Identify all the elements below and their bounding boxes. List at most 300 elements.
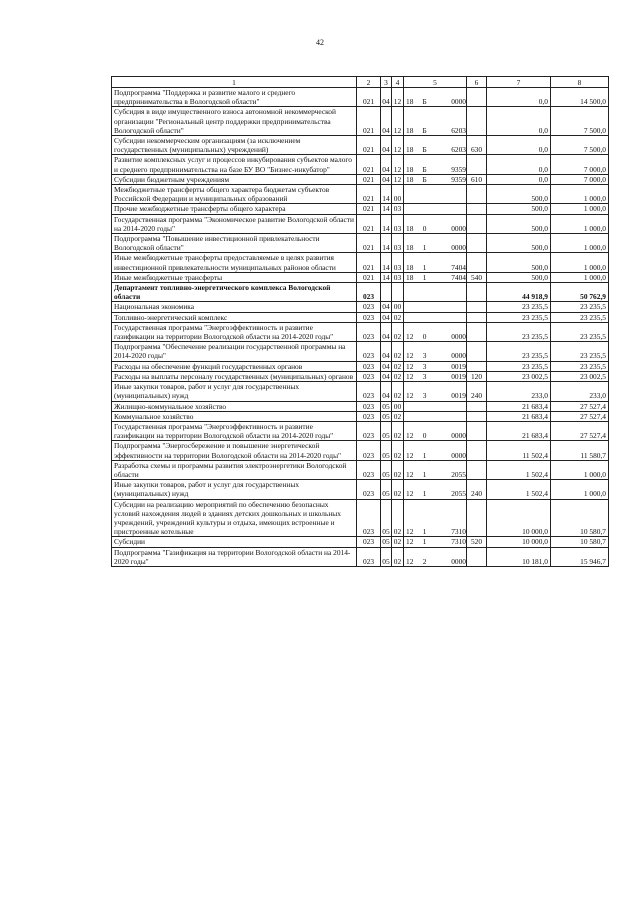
row-amount-2015: 10 181,0: [487, 547, 551, 566]
row-expense-type: [467, 342, 487, 361]
row-ministry-code: 023: [357, 480, 381, 499]
table-row: [112, 480, 609, 499]
row-target-direction: 7404: [451, 262, 466, 272]
row-target-program: 18: [406, 125, 414, 135]
row-target-code: [404, 155, 467, 174]
row-name: Межбюджетные трансферты общего характера бюджетам субъектов Российской Федерации и муниципальных образований: [112, 185, 357, 204]
row-ministry-code: 023: [357, 411, 381, 421]
row-expense-type: 540: [467, 272, 487, 282]
row-expense-type: [467, 185, 487, 204]
table-row: [112, 421, 609, 440]
row-target-subprogram: Б: [422, 145, 427, 155]
budget-table: [111, 76, 609, 567]
table-row: [112, 234, 609, 253]
row-section-code: 05: [381, 547, 392, 566]
row-target-code: [404, 185, 467, 204]
row-target-group: [433, 470, 439, 479]
row-subsection-code: 02: [392, 421, 404, 440]
row-ministry-code: 021: [357, 253, 381, 272]
row-target-code: [404, 441, 467, 460]
row-amount-2016: 1 000,0: [551, 214, 609, 233]
row-amount-2016: 7 500,0: [551, 107, 609, 136]
row-target-direction: 0000: [451, 351, 466, 361]
row-target-program: 12: [406, 450, 414, 460]
row-target-group: [433, 372, 439, 381]
table-row: [112, 411, 609, 421]
row-target-subprogram: 1: [422, 450, 427, 460]
row-subsection-code: 03: [392, 214, 404, 233]
row-amount-2015: 21 683,4: [487, 401, 551, 411]
row-target-direction: 0019: [451, 391, 466, 401]
row-amount-2016: 23 235,5: [551, 302, 609, 312]
row-target-direction: 6203: [451, 125, 466, 135]
row-section-code: 04: [381, 88, 392, 107]
row-ministry-code: 021: [357, 88, 381, 107]
row-expense-type: [467, 312, 487, 322]
row-expense-type: [467, 234, 487, 253]
row-ministry-code: 023: [357, 371, 381, 381]
row-subsection-code: 02: [392, 411, 404, 421]
row-expense-type: [467, 107, 487, 136]
row-amount-2016: 14 500,0: [551, 88, 609, 107]
row-subsection-code: 12: [392, 107, 404, 136]
header-cell: 8: [551, 77, 609, 88]
row-target-subprogram: 1: [422, 243, 427, 253]
row-target-program: 12: [406, 391, 414, 401]
row-target-code: [404, 401, 467, 411]
row-name: Разработка схемы и программы развития электроэнергетики Вологодской области: [112, 460, 357, 479]
table-body: [112, 77, 609, 567]
row-name: Развитие комплексных услуг и процессов инкубирования субъектов малого и среднего предпринимательства на базе БУ ВО "Бизнес-инкубатор": [112, 155, 357, 174]
row-ministry-code: 023: [357, 322, 381, 341]
row-target-subprogram: 0: [422, 431, 427, 441]
row-target-subprogram: Б: [422, 164, 427, 174]
row-amount-2015: 23 235,5: [487, 322, 551, 341]
row-ministry-code: 023: [357, 499, 381, 537]
row-subsection-code: 12: [392, 136, 404, 155]
row-target-program: 18: [406, 272, 414, 282]
row-name: Субсидии некоммерческим организациям (за исключением государственных (муниципальных) учреждений): [112, 136, 357, 155]
row-name: Субсидии: [112, 537, 357, 547]
row-section-code: 04: [381, 155, 392, 174]
table-row: [112, 88, 609, 107]
row-name: Государственная программа "Энергоэффективность и развитие газификации на территории Вологодской области на 2014-2020 годы": [112, 421, 357, 440]
row-amount-2015: 500,0: [487, 214, 551, 233]
row-target-code: [404, 253, 467, 272]
row-target-code: [404, 107, 467, 136]
row-amount-2016: 7 000,0: [551, 155, 609, 174]
row-target-program: 12: [406, 527, 414, 537]
row-amount-2016: 7 000,0: [551, 174, 609, 184]
table-row: [112, 547, 609, 566]
row-section-code: 14: [381, 185, 392, 204]
row-target-group: [433, 126, 439, 135]
row-target-code: [404, 302, 467, 312]
row-amount-2015: 500,0: [487, 185, 551, 204]
row-section-code: 04: [382, 361, 390, 371]
table-row: [112, 204, 609, 214]
row-section-code: 05: [381, 441, 392, 460]
row-expense-type: [467, 204, 487, 214]
row-name: Иные закупки товаров, работ и услуг для государственных (муниципальных) нужд: [112, 382, 357, 401]
row-target-direction: 0000: [451, 243, 466, 253]
row-name: Подпрограмма "Обеспечение реализации государственной программы на 2014-2020 годы": [112, 342, 357, 361]
table-row: [112, 322, 609, 341]
row-name: Государственная программа "Экономическое развитие Вологодской области на 2014-2020 годы": [112, 214, 357, 233]
row-target-group: [433, 527, 439, 536]
row-target-direction: 0000: [451, 556, 466, 566]
row-section-code: 05: [382, 411, 390, 421]
row-section-code: 04: [381, 322, 392, 341]
row-section-code: 04: [381, 136, 392, 155]
row-target-direction: 0000: [451, 450, 466, 460]
row-name: Государственная программа "Энергоэффективность и развитие газификации на территории Вологодской области на 2014-2020 годы": [112, 322, 357, 341]
row-section-code: 05: [381, 480, 392, 499]
row-amount-2015: 11 502,4: [487, 441, 551, 460]
row-amount-2016: 1 000,0: [551, 272, 609, 282]
row-target-code: [404, 547, 467, 566]
row-name: Департамент топливно-энергетического комплекса Вологодской области: [112, 283, 357, 302]
row-amount-2016: 27 527,4: [551, 401, 609, 411]
row-expense-type: 240: [467, 480, 487, 499]
row-amount-2016: 1 000,0: [551, 185, 609, 204]
row-amount-2016: 23 235,5: [551, 361, 609, 371]
row-target-subprogram: Б: [422, 174, 427, 184]
row-amount-2015: 1 502,4: [487, 460, 551, 479]
row-target-program: 12: [406, 537, 414, 547]
table-row: [112, 253, 609, 272]
row-target-subprogram: 3: [422, 361, 427, 371]
table-row: [112, 460, 609, 479]
row-target-code: [404, 421, 467, 440]
row-target-direction: 7310: [451, 537, 466, 547]
row-subsection-code: 12: [392, 155, 404, 174]
row-subsection-code: 02: [392, 312, 404, 322]
row-subsection-code: 03: [392, 272, 404, 282]
row-subsection-code: 12: [392, 88, 404, 107]
row-target-group: [433, 175, 439, 184]
row-subsection-code: 02: [392, 480, 404, 499]
row-target-group: [433, 489, 439, 498]
row-target-subprogram: 1: [422, 262, 427, 272]
row-target-program: 18: [406, 145, 414, 155]
row-amount-2015: 23 235,5: [487, 342, 551, 361]
row-name: Национальная экономика: [112, 302, 357, 312]
header-cell: 1: [112, 77, 357, 88]
header-cell: 6: [467, 77, 487, 88]
row-target-code: [404, 88, 467, 107]
row-ministry-code: 021: [357, 174, 381, 184]
row-amount-2015: 23 002,5: [487, 371, 551, 381]
row-target-group: [433, 557, 439, 566]
row-expense-type: 120: [467, 371, 487, 381]
row-name: Иные межбюджетные трансферты: [112, 272, 357, 282]
table-row: [112, 283, 609, 302]
row-name: Подпрограмма "Поддержка и развитие малого и среднего предпринимательства в Вологодской области": [112, 88, 357, 107]
row-name: Иные межбюджетные трансферты предоставляемые в целях развития инвестиционной привлекательности муниципальных районов области: [112, 253, 357, 272]
row-subsection-code: 00: [392, 401, 404, 411]
row-subsection-code: 02: [392, 441, 404, 460]
row-target-direction: 7404: [451, 272, 466, 282]
row-target-subprogram: 1: [422, 537, 427, 547]
row-ministry-code: 023: [357, 283, 381, 302]
table-row: [112, 382, 609, 401]
row-target-program: 12: [406, 431, 414, 441]
row-subsection-code: 00: [392, 302, 404, 312]
row-target-code: [404, 342, 467, 361]
row-amount-2016: 27 527,4: [551, 411, 609, 421]
row-name: Прочие межбюджетные трансферты общего характера: [112, 204, 357, 214]
row-target-program: 18: [406, 174, 414, 184]
row-section-code: 05: [381, 499, 392, 537]
row-amount-2015: 500,0: [487, 234, 551, 253]
row-name: Расходы на выплаты персоналу государственных (муниципальных) органов: [112, 371, 357, 381]
row-target-code: [404, 204, 467, 214]
row-section-code: 14: [382, 204, 390, 214]
row-amount-2015: 21 683,4: [487, 411, 551, 421]
row-target-code: [404, 480, 467, 499]
row-amount-2016: 10 580,7: [551, 499, 609, 537]
row-name: Расходы на обеспечение функций государственных органов: [112, 361, 357, 371]
row-target-code: [404, 312, 467, 322]
row-subsection-code: [392, 283, 404, 302]
row-name: Подпрограмма "Повышение инвестиционной привлекательности Вологодской области": [112, 234, 357, 253]
row-ministry-code: 021: [357, 107, 381, 136]
row-section-code: 14: [381, 234, 392, 253]
row-target-subprogram: 1: [422, 272, 427, 282]
row-ministry-code: 023: [357, 312, 381, 322]
row-ministry-code: 021: [357, 155, 381, 174]
row-amount-2015: 0,0: [487, 174, 551, 184]
row-target-program: 12: [406, 361, 414, 371]
row-target-direction: 0000: [451, 223, 466, 233]
row-section-code: 05: [381, 460, 392, 479]
row-expense-type: [467, 302, 487, 312]
row-ministry-code: 023: [357, 302, 381, 312]
row-expense-type: [467, 283, 487, 302]
row-subsection-code: 02: [392, 460, 404, 479]
row-target-direction: 2055: [451, 469, 466, 479]
row-target-direction: 0019: [451, 371, 466, 381]
row-expense-type: [467, 547, 487, 566]
row-amount-2016: 1 000,0: [551, 253, 609, 272]
row-subsection-code: 12: [392, 174, 404, 184]
row-target-direction: 2055: [451, 489, 466, 499]
row-target-direction: 9359: [451, 164, 466, 174]
row-expense-type: [467, 361, 487, 371]
row-ministry-code: 023: [357, 401, 381, 411]
row-target-group: [433, 391, 439, 400]
header-cell: 4: [392, 77, 404, 88]
row-amount-2016: 15 946,7: [551, 547, 609, 566]
row-expense-type: [467, 421, 487, 440]
table-row: [112, 499, 609, 537]
row-amount-2016: 7 500,0: [551, 136, 609, 155]
row-ministry-code: 023: [357, 537, 381, 547]
row-amount-2016: 10 580,7: [551, 537, 609, 547]
row-amount-2015: 1 502,4: [487, 480, 551, 499]
row-target-program: 12: [406, 556, 414, 566]
table-row: [112, 537, 609, 547]
row-target-group: [433, 224, 439, 233]
table-row: [112, 361, 609, 371]
row-subsection-code: 03: [392, 253, 404, 272]
row-target-group: [433, 332, 439, 341]
row-ministry-code: 023: [357, 421, 381, 440]
row-target-program: 18: [406, 223, 414, 233]
row-expense-type: [467, 499, 487, 537]
row-target-group: [433, 362, 439, 371]
row-target-subprogram: Б: [422, 97, 427, 107]
row-target-code: [404, 499, 467, 537]
row-target-subprogram: 3: [422, 371, 427, 381]
row-name: Подпрограмма "Энергосбережение и повышение энергетической эффективности на территории Вологодской области на 2014-2020 годы": [112, 441, 357, 460]
row-name: Коммунальное хозяйство: [112, 411, 357, 421]
row-expense-type: [467, 460, 487, 479]
row-target-direction: 0000: [451, 431, 466, 441]
row-amount-2016: 23 002,5: [551, 371, 609, 381]
row-amount-2015: 0,0: [487, 107, 551, 136]
row-subsection-code: 02: [392, 342, 404, 361]
row-target-group: [433, 537, 439, 546]
table-row: [112, 174, 609, 184]
row-target-subprogram: 2: [422, 556, 427, 566]
header-cell: 3: [381, 77, 392, 88]
row-target-code: [404, 460, 467, 479]
row-target-code: [404, 234, 467, 253]
row-target-code: [404, 382, 467, 401]
row-amount-2015: 233,0: [487, 382, 551, 401]
row-ministry-code: 023: [357, 547, 381, 566]
row-ministry-code: 021: [357, 214, 381, 233]
row-ministry-code: 023: [357, 361, 381, 371]
page-number: 42: [316, 38, 324, 47]
table-row: [112, 107, 609, 136]
row-expense-type: 520: [467, 537, 487, 547]
table-row: [112, 312, 609, 322]
row-name: Субсидия в виде имущественного взноса автономной некоммерческой организации "Региональный центр поддержки предпринимательства Вологодской области": [112, 107, 357, 136]
row-subsection-code: 00: [392, 185, 404, 204]
row-name: Иные закупки товаров, работ и услуг для государственных (муниципальных) нужд: [112, 480, 357, 499]
table-row: [112, 136, 609, 155]
row-section-code: 14: [381, 214, 392, 233]
row-amount-2015: 10 000,0: [487, 537, 551, 547]
row-target-direction: 7310: [451, 527, 466, 537]
row-subsection-code: 03: [392, 234, 404, 253]
row-target-group: [433, 351, 439, 360]
table-row: [112, 272, 609, 282]
row-section-code: 04: [382, 174, 390, 184]
row-expense-type: [467, 401, 487, 411]
row-target-group: [433, 243, 439, 252]
row-name: Жилищно-коммунальное хозяйство: [112, 401, 357, 411]
row-expense-type: 240: [467, 382, 487, 401]
row-name: Субсидии на реализацию мероприятий по обеспечению безопасных условий нахождения людей в зданиях детских дошкольных и школьных учреждений, учреждений культуры и отдыха, имеющих встроенные и пристроенные котельные: [112, 499, 357, 537]
row-amount-2016: 11 580,7: [551, 441, 609, 460]
row-section-code: 04: [382, 302, 390, 312]
row-subsection-code: 02: [392, 537, 404, 547]
row-expense-type: [467, 253, 487, 272]
row-amount-2015: 500,0: [487, 272, 551, 282]
row-expense-type: [467, 322, 487, 341]
header-cell: 7: [487, 77, 551, 88]
row-target-program: 12: [406, 489, 414, 499]
table-row: [112, 155, 609, 174]
row-subsection-code: 02: [392, 361, 404, 371]
row-amount-2016: 1 000,0: [551, 480, 609, 499]
row-expense-type: [467, 88, 487, 107]
row-target-group: [433, 431, 439, 440]
row-target-code: [404, 322, 467, 341]
row-amount-2015: 23 235,5: [487, 312, 551, 322]
row-amount-2016: 1 000,0: [551, 460, 609, 479]
row-amount-2016: 23 235,5: [551, 322, 609, 341]
row-ministry-code: 021: [357, 185, 381, 204]
row-target-group: [433, 97, 439, 106]
row-name: Подпрограмма "Газификация на территории Вологодской области на 2014-2020 годы": [112, 547, 357, 566]
row-target-direction: 6203: [451, 145, 466, 155]
table-row: [112, 185, 609, 204]
row-target-program: 12: [406, 351, 414, 361]
row-expense-type: 630: [467, 136, 487, 155]
row-amount-2015: 23 235,5: [487, 361, 551, 371]
row-section-code: 04: [381, 382, 392, 401]
row-target-program: 18: [406, 164, 414, 174]
header-cell: 5: [404, 77, 467, 88]
row-target-direction: 0000: [451, 97, 466, 107]
row-target-code: [404, 411, 467, 421]
row-target-program: 12: [406, 371, 414, 381]
row-target-group: [433, 165, 439, 174]
row-expense-type: [467, 155, 487, 174]
row-section-code: 05: [382, 537, 390, 547]
row-target-program: 18: [406, 262, 414, 272]
row-name: Субсидии бюджетным учреждениям: [112, 174, 357, 184]
row-ministry-code: 023: [357, 460, 381, 479]
row-amount-2015: 10 000,0: [487, 499, 551, 537]
row-target-group: [433, 273, 439, 282]
row-section-code: [381, 283, 392, 302]
row-target-code: [404, 283, 467, 302]
row-section-code: 14: [381, 253, 392, 272]
row-section-code: 05: [381, 421, 392, 440]
row-expense-type: [467, 214, 487, 233]
row-amount-2016: 50 762,9: [551, 283, 609, 302]
row-target-code: [404, 136, 467, 155]
row-ministry-code: 023: [357, 382, 381, 401]
row-amount-2016: 233,0: [551, 382, 609, 401]
row-amount-2015: 0,0: [487, 155, 551, 174]
row-target-program: 12: [406, 332, 414, 342]
row-expense-type: [467, 411, 487, 421]
row-target-subprogram: 1: [422, 489, 427, 499]
row-target-direction: 0000: [451, 332, 466, 342]
row-target-group: [433, 145, 439, 154]
row-expense-type: [467, 441, 487, 460]
row-amount-2016: 27 527,4: [551, 421, 609, 440]
row-target-subprogram: 0: [422, 223, 427, 233]
row-section-code: 04: [382, 312, 390, 322]
table-row: [112, 302, 609, 312]
row-target-program: 18: [406, 243, 414, 253]
row-target-code: [404, 174, 467, 184]
row-amount-2016: 1 000,0: [551, 204, 609, 214]
row-section-code: 04: [381, 107, 392, 136]
row-ministry-code: 023: [357, 441, 381, 460]
table-row: [112, 441, 609, 460]
row-section-code: 04: [381, 342, 392, 361]
row-target-code: [404, 214, 467, 233]
